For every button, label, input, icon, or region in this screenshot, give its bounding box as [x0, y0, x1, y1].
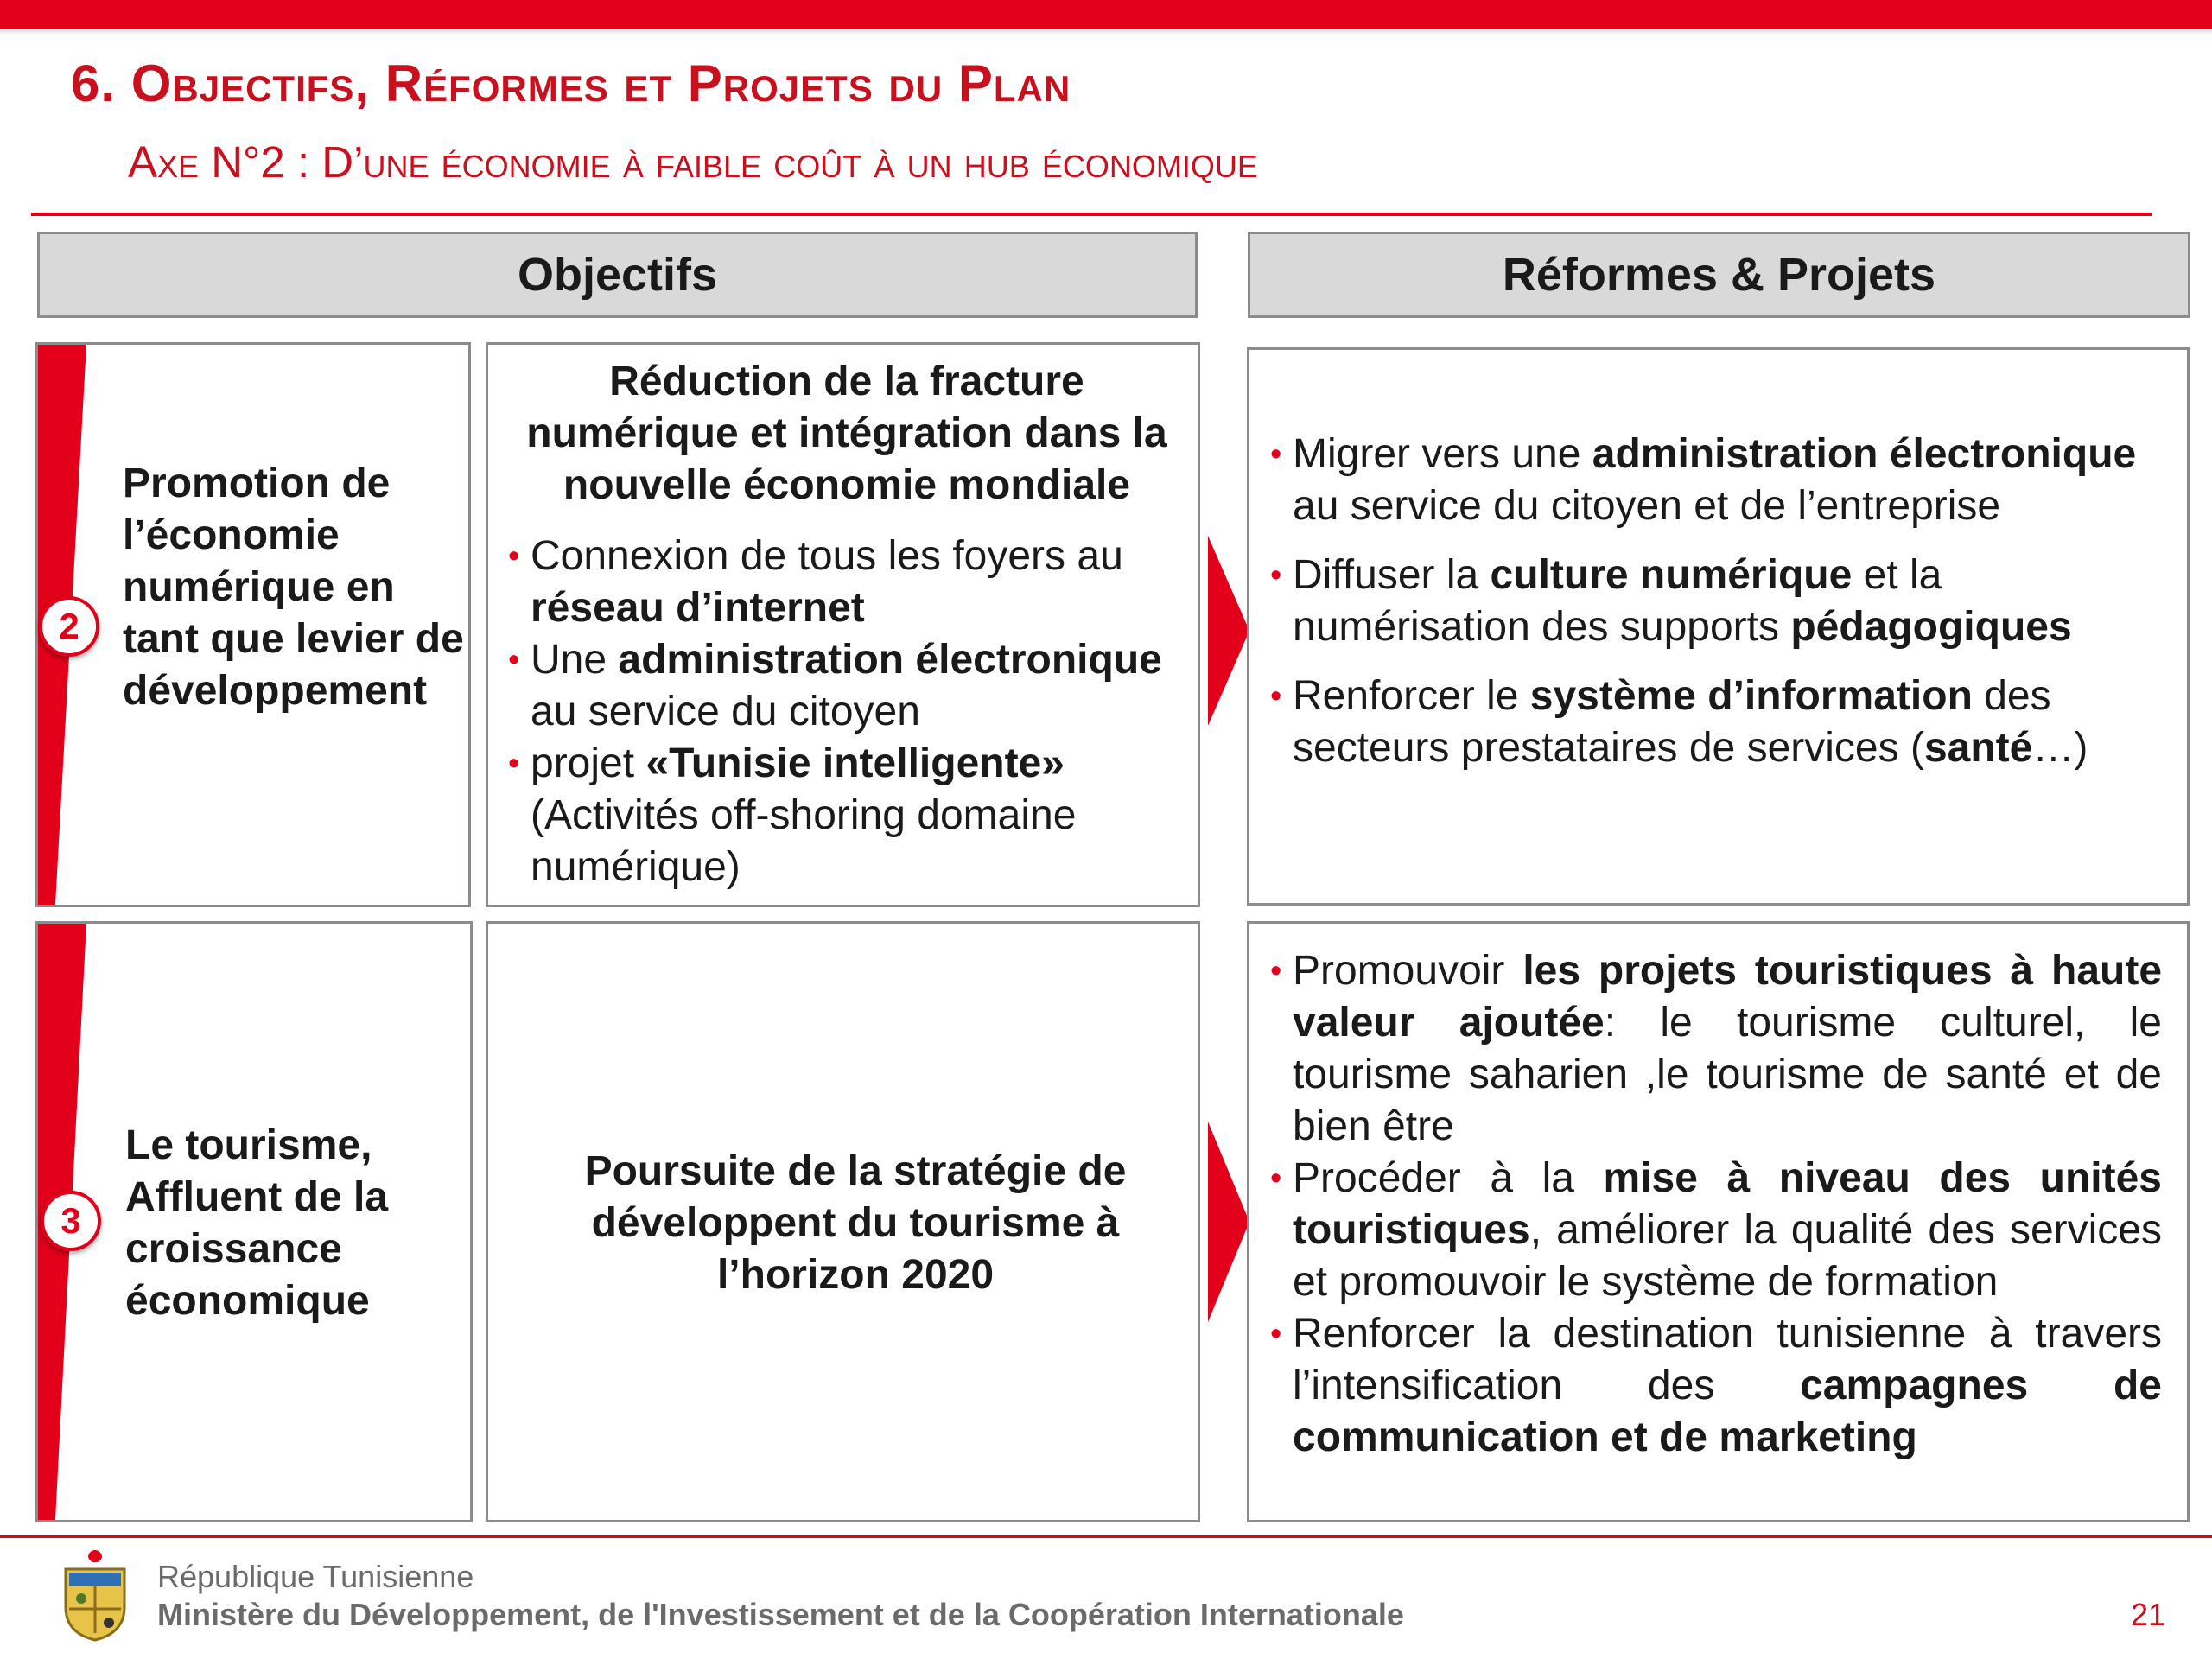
- page-title: 6. Objectifs, Réformes et Projets du Plan: [71, 54, 1071, 112]
- row3-number-badge: 3: [41, 1191, 101, 1251]
- row2-reforms-list: [1270, 429, 2169, 774]
- footer-ministry: Ministère du Développement, de l'Investissement et de la Coopération Internationale: [157, 1597, 1404, 1632]
- list-item: • Renforcer le système d’information des secteurs prestataires de services (santé…): [1270, 671, 2169, 774]
- row2-objective-text: Promotion de l’économie numérique en tant que levier de développement: [123, 461, 464, 714]
- list-item: • Promouvoir les projets touristiques à haute valeur ajoutée: le tourisme culturel, le tourisme saharien ,le tourisme de santé et de bien être: [1270, 945, 2162, 1153]
- tunisia-emblem-icon: [57, 1547, 133, 1642]
- top-red-bar: [0, 0, 2212, 29]
- top-shadow: [0, 29, 2212, 35]
- footer-divider: [0, 1535, 2212, 1538]
- list-item: • Procéder à la mise à niveau des unités touristiques, améliorer la qualité des services et promouvoir le système de formation: [1270, 1153, 2162, 1308]
- page-subtitle: Axe N°2 : D’une économie à faible coût à un hub économique: [128, 137, 1258, 187]
- row3-reforms-list: [1270, 945, 2162, 1464]
- row3-middle-title: Poursuite de la stratégie de développent du tourisme à l’horizon 2020: [584, 1148, 1127, 1298]
- list-item: • Une administration électronique au service du citoyen: [508, 634, 1199, 738]
- objectifs-header: Objectifs: [37, 232, 1198, 318]
- row3-arrow: [1208, 1122, 1249, 1322]
- title-divider: [31, 213, 2152, 216]
- row3-objective-text: Le tourisme, Affluent de la croissance économique: [125, 1122, 389, 1324]
- page-number: 21: [2131, 1597, 2166, 1632]
- row2-middle-list: [508, 531, 1199, 893]
- reformes-header: Réformes & Projets: [1248, 232, 2190, 318]
- list-item: • Migrer vers une administration électronique au service du citoyen et de l’entreprise: [1270, 429, 2169, 532]
- row2-arrow: [1208, 536, 1249, 726]
- row2-middle-title: Réduction de la fracture numérique et intégration dans la nouvelle économie mondiale: [526, 359, 1167, 508]
- footer-republic: République Tunisienne: [157, 1559, 474, 1594]
- row2-number-badge: 2: [39, 596, 99, 657]
- list-item: • Connexion de tous les foyers au réseau d’internet: [508, 531, 1199, 634]
- list-item: • Diffuser la culture numérique et la numérisation des supports pédagogiques: [1270, 550, 2169, 653]
- list-item: • Renforcer la destination tunisienne à travers l’intensification des campagnes de communication et de marketing: [1270, 1308, 2162, 1464]
- list-item: • projet «Tunisie intelligente» (Activités off-shoring domaine numérique): [508, 738, 1199, 893]
